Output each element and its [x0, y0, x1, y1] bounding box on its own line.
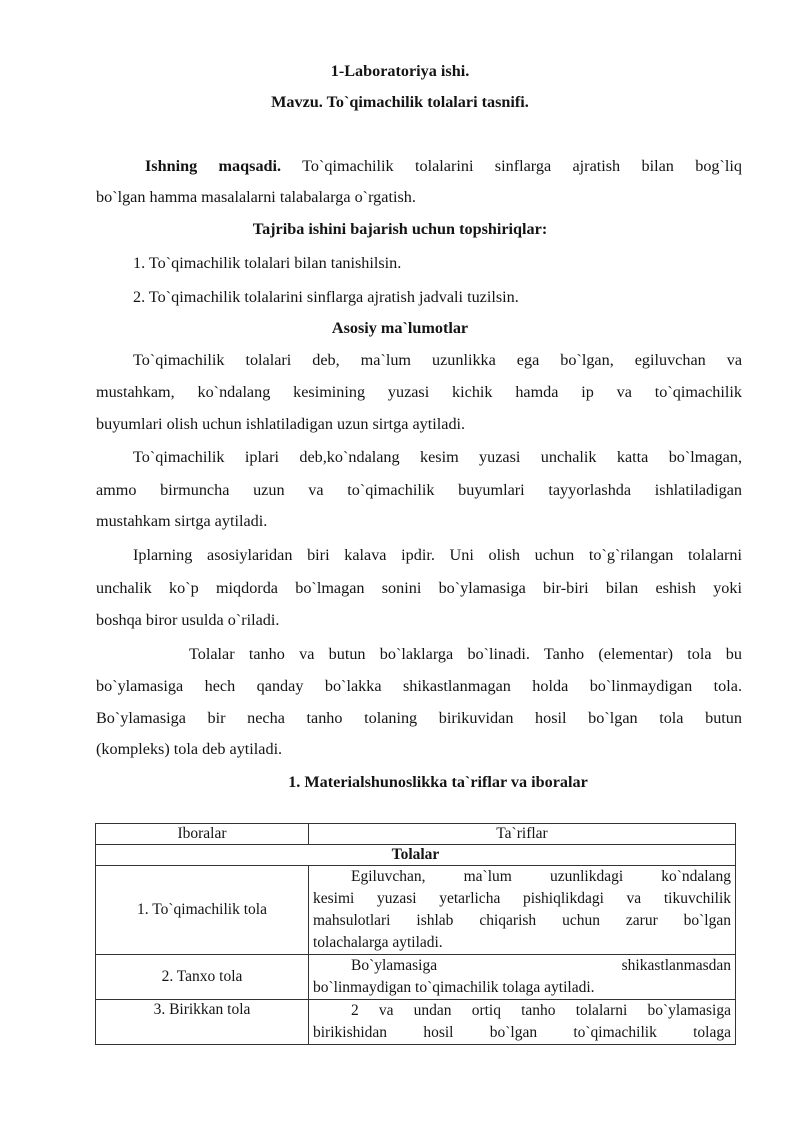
term-cell: 2. Tanxo tola	[96, 955, 309, 1000]
table-caption: 1. Materialshunoslikka ta`riflar va iboralar	[288, 773, 588, 791]
table-row	[96, 1000, 736, 1045]
term-cell: 1. To`qimachilik tola	[96, 866, 309, 955]
paragraph-line: Iplarning asosiylaridan biri kalava ipdir. Uni olish uchun to`g`rilangan tolalarni	[133, 546, 742, 564]
paragraph-line: ammo birmuncha uzun va to`qimachilik buyumlari tayyorlashda ishlatiladigan	[96, 481, 742, 499]
topic-title: Mavzu. To`qimachilik tolalari tasnifi.	[271, 93, 529, 111]
definition-cell	[309, 866, 736, 955]
paragraph-line: (kompleks) tola deb aytiladi.	[96, 740, 283, 758]
definition-line: Bo`ylamasiga shikastlanmasdan	[351, 957, 731, 974]
basics-title: Asosiy ma`lumotlar	[331, 319, 469, 337]
term-cell: 3. Birikkan tola	[96, 1000, 309, 1045]
tasks-title: Tajriba ishini bajarish uchun topshiriqlar:	[252, 220, 548, 238]
column-header-definitions: Ta`riflar	[309, 824, 736, 845]
table-group-row	[96, 845, 736, 866]
table-row	[96, 955, 736, 1000]
aim-label: Ishning maqsadi.	[145, 157, 282, 175]
table-header-row	[96, 824, 736, 845]
aim-text-1: To`qimachilik tolalarini sinflarga ajratish bilan bog`liq	[302, 157, 742, 175]
definition-cell	[309, 955, 736, 1000]
paragraph-line: buyumlari olish uchun ishlatiladigan uzun sirtga aytiladi.	[96, 415, 466, 433]
aim-line-2: bo`lgan hamma masalalarni talabalarga o`rgatish.	[96, 188, 416, 206]
lab-title: 1-Laboratoriya ishi.	[330, 62, 470, 80]
column-header-terms: Iboralar	[96, 824, 309, 845]
definition-line: birikishidan hosil bo`lgan to`qimachilik tolaga	[313, 1024, 731, 1041]
paragraph-line: unchalik ko`p miqdorda bo`lmagan sonini bo`ylamasiga bir-biri bilan eshish yoki	[96, 579, 742, 597]
definition-line: 2 va undan ortiq tanho tolalarni bo`ylamasiga	[351, 1002, 731, 1019]
paragraph-line: boshqa biror usulda o`riladi.	[96, 611, 280, 629]
definition-line: bo`linmaydigan to`qimachilik tolaga aytiladi.	[313, 979, 595, 996]
paragraph-line: Bo`ylamasiga bir necha tanho tolaning birikuvidan hosil bo`lgan tola butun	[96, 709, 742, 727]
paragraph-line: mustahkam sirtga aytiladi.	[96, 512, 268, 530]
paragraph-line: To`qimachilik iplari deb,ko`ndalang kesim yuzasi unchalik katta bo`lmagan,	[133, 448, 742, 466]
task-item: 2. To`qimachilik tolalarini sinflarga ajratish jadvali tuzilsin.	[133, 288, 519, 306]
definition-line: tolachalarga aytiladi.	[313, 934, 443, 951]
definitions-table	[95, 823, 736, 1045]
definition-line: kesimi yuzasi yetarlicha pishiqlikdagi va tikuvchilik	[313, 890, 731, 907]
definition-line: mahsulotlari ishlab chiqarish uchun zarur bo`lgan	[313, 912, 731, 929]
definition-line: Egiluvchan, ma`lum uzunlikdagi ko`ndalang	[351, 868, 731, 885]
group-label: Tolalar	[96, 845, 736, 866]
task-item: 1. To`qimachilik tolalari bilan tanishilsin.	[133, 254, 402, 272]
definition-cell	[309, 1000, 736, 1045]
paragraph-line: bo`ylamasiga hech qanday bo`lakka shikastlanmagan holda bo`linmaydigan tola.	[96, 677, 742, 695]
paragraph-line: mustahkam, ko`ndalang kesimining yuzasi kichik hamda ip va to`qimachilik	[96, 383, 742, 401]
paragraph-line: Tolalar tanho va butun bo`laklarga bo`linadi. Tanho (elementar) tola bu	[189, 645, 742, 663]
paragraph-line: To`qimachilik tolalari deb, ma`lum uzunlikka ega bo`lgan, egiluvchan va	[133, 351, 742, 369]
table-row	[96, 866, 736, 955]
aim-line-1	[145, 156, 742, 176]
